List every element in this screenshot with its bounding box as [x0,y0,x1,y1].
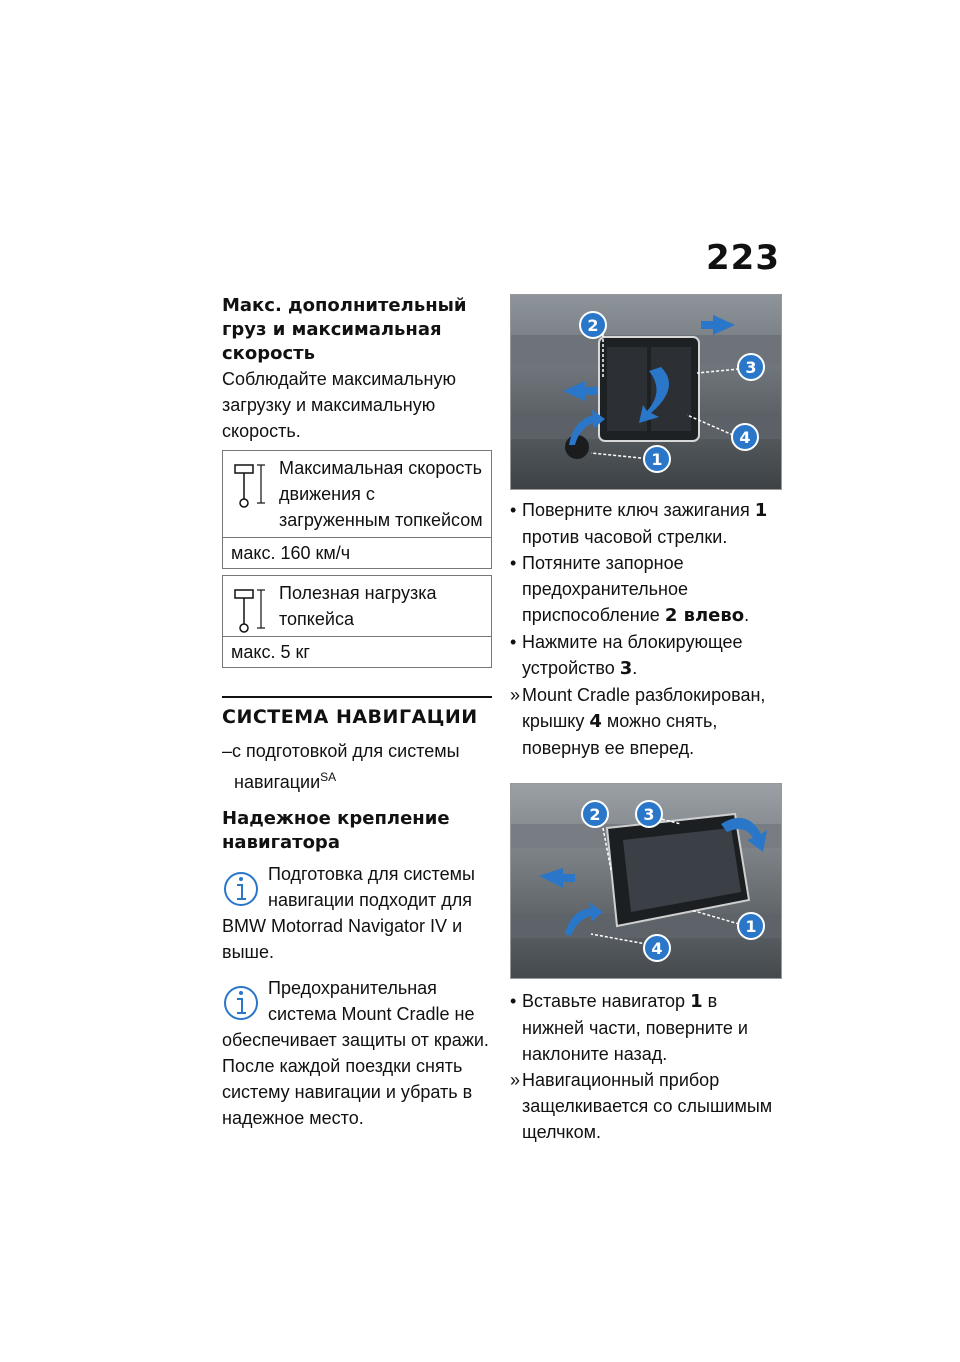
callout-1 [644,446,670,472]
section-title: СИСТЕМА НАВИГАЦИИ [222,696,492,728]
svg-text:1: 1 [651,450,663,469]
svg-text:3: 3 [643,805,655,824]
step-item: • Нажмите на блокирующее устройство 3. [510,632,743,679]
spec-table-payload [222,575,492,668]
weight-limit-icon [231,459,271,509]
right-column [510,294,780,1146]
result-item: » Mount Cradle разблокирован, крышку 4 можно снять, повернув ее вперед. [510,685,766,758]
spec-label: Максимальная скорость движения с загруженным топкейсом [279,458,483,530]
step-item: • Вставьте навигатор 1 в нижней части, поверните и наклоните назад. [510,991,748,1064]
spec-row [222,451,492,569]
info-note: Подготовка для системы навигации подходит для BMW Motorrad Navigator IV и выше. [222,864,475,962]
spec-value: макс. 5 кг [223,636,491,667]
info-icon [222,977,262,1025]
load-speed-intro: Соблюдайте максимальную загрузку и максимальную скорость. [222,369,456,441]
callout-2 [582,801,608,827]
navigator-mount-heading: Надежное крепление навигатора [222,808,450,853]
info-note: Предохранительная система Mount Cradle не обеспечивает защиты от кражи. После каждой поездки снять систему навигации и убрать в надежное место. [222,978,489,1128]
callout-4 [644,935,670,961]
svg-text:2: 2 [587,316,599,335]
navigator-insert-photo [510,783,782,979]
callout-2 [580,312,606,338]
spec-row [222,576,492,668]
result-item: » Навигационный прибор защелкивается со слышимым щелчком. [510,1070,773,1142]
dash-mark: – [222,741,233,761]
sa-badge: SA [320,770,337,784]
svg-text:4: 4 [651,939,663,958]
steps-unlock [510,497,780,761]
spec-table-speed [222,450,492,569]
info-icon [222,863,262,911]
page-number: 223 [706,238,780,278]
optional-equipment-note: –с подготовкой для системы навигации$^{SA}$ [222,741,460,792]
callout-3 [738,354,764,380]
svg-text:3: 3 [745,358,757,377]
load-speed-heading: Макс. дополнительный груз и максимальная скорость [222,295,467,364]
callout-3 [636,801,662,827]
callout-1 [738,913,764,939]
spec-value: макс. 160 км/ч [223,537,491,568]
svg-text:1: 1 [745,917,757,936]
svg-text:2: 2 [589,805,601,824]
steps-insert [510,988,780,1146]
mount-cradle-unlock-photo [510,294,782,490]
left-column [222,294,492,1131]
spec-label: Полезная нагрузка топкейса [279,583,437,629]
svg-text:4: 4 [739,428,751,447]
step-item: • Потяните запорное предохранительное приспособление 2 влево. [510,553,750,626]
weight-limit-icon [231,584,271,634]
callout-4 [732,424,758,450]
step-item: • Поверните ключ зажигания 1 против часовой стрелки. [510,500,768,547]
